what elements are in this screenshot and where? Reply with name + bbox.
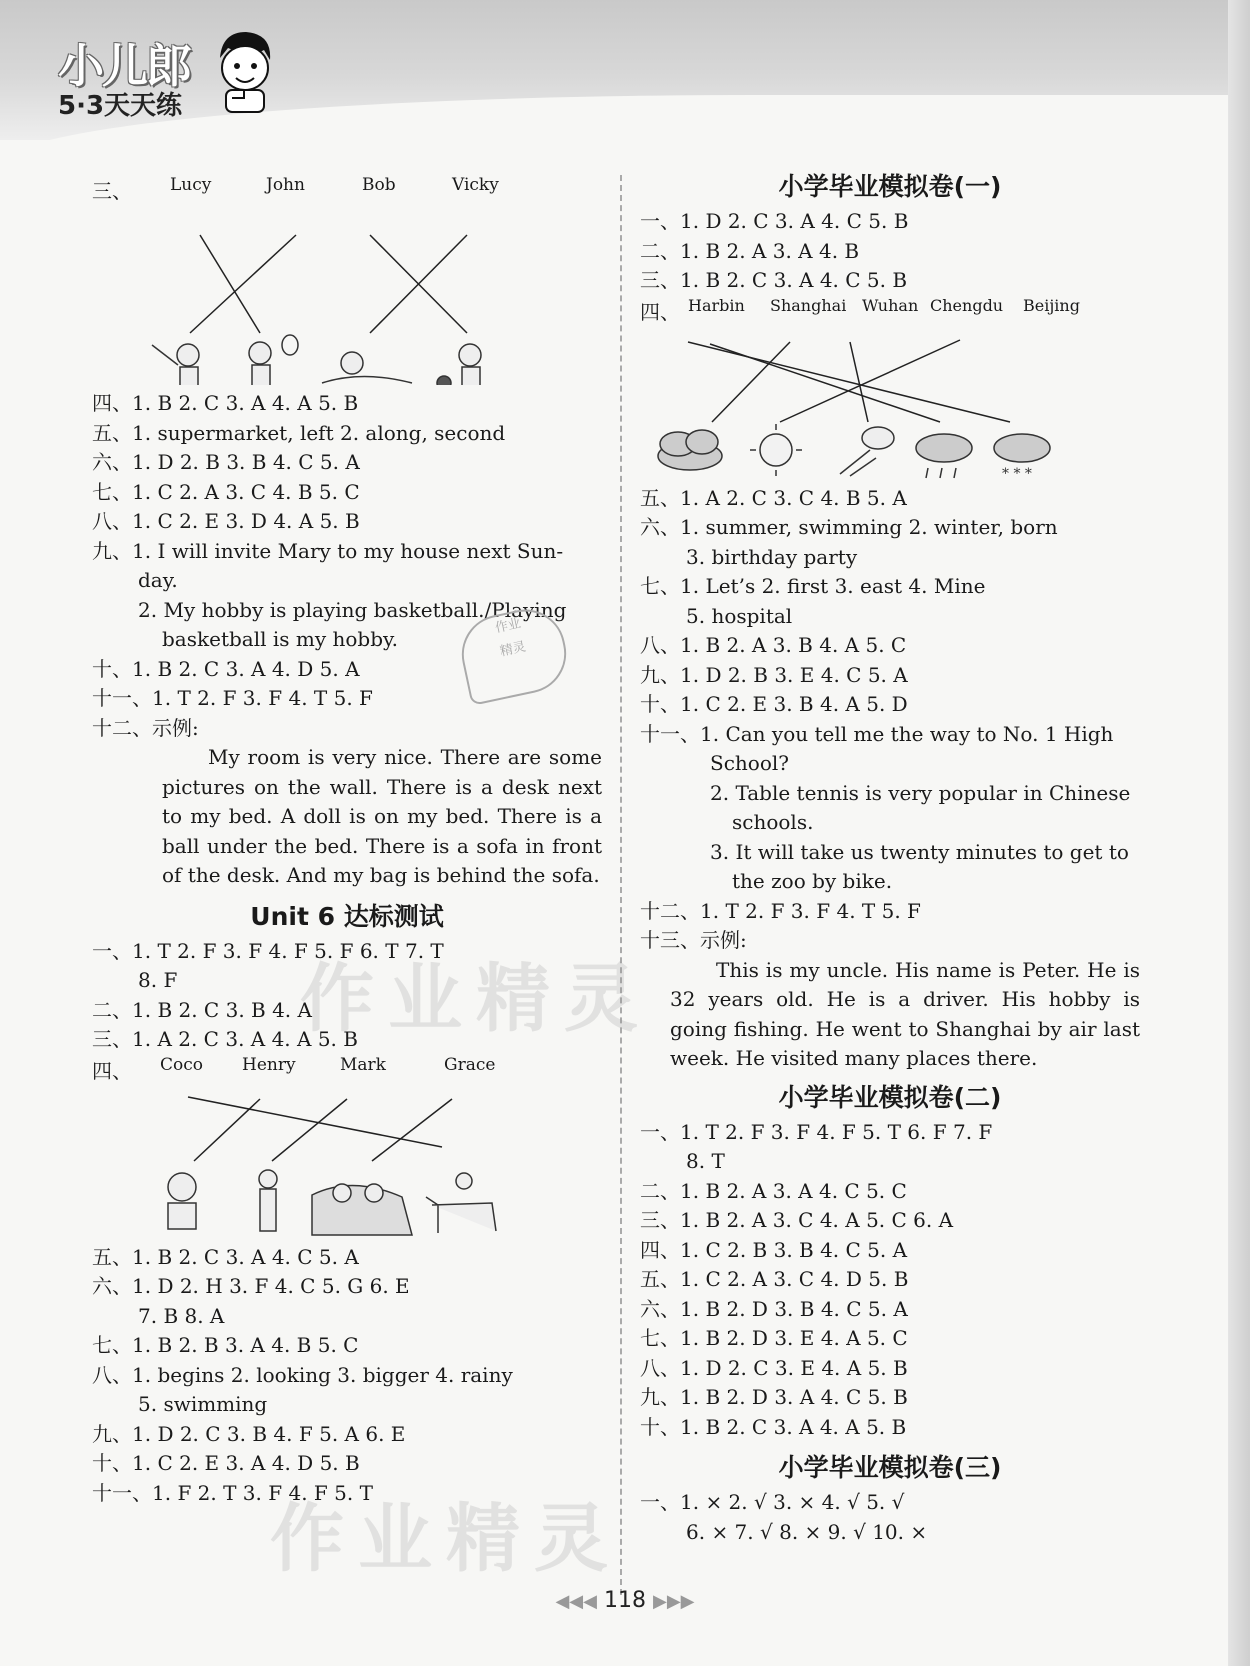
cloudy-icon <box>658 430 722 470</box>
sample-essay: My room is very nice. There are some pictures on the wall. There is a desk next to my bed. A doll is on my bed. There is a ball under the bed. There is a sofa in front of the desk. And my bag is behind the sofa. <box>162 745 602 887</box>
answer-line: 6. × 7. √ 8. × 9. √ 10. × <box>686 1519 928 1544</box>
svg-text:* * *: * * * <box>1002 465 1032 482</box>
baseball-kid-icon <box>152 344 199 385</box>
answer-line: 八、1. D 2. C 3. E 4. A 5. B <box>640 1355 908 1380</box>
name-label: Henry <box>242 1054 296 1075</box>
answer-line: 七、1. C 2. A 3. C 4. B 5. C <box>92 479 360 504</box>
city-label: Chengdu <box>930 295 1004 315</box>
page-edge-band <box>1228 0 1250 1666</box>
answer-line: 八、1. begins 2. looking 3. bigger 4. rainy <box>92 1362 513 1387</box>
matching-lines-figure <box>92 205 602 385</box>
page-number <box>0 1588 1250 1613</box>
answer-line: 2. My hobby is playing basketball./Playing <box>138 597 567 622</box>
answer-line: 四、1. C 2. B 3. B 4. C 5. A <box>640 1237 908 1262</box>
answer-line: 8. F <box>138 968 178 992</box>
answer-line: 2. Table tennis is very popular in Chinese <box>710 780 1131 805</box>
stamp-text: 作业 <box>493 616 523 637</box>
answer-line: 3. birthday party <box>686 544 858 569</box>
answer-line: School? <box>710 751 789 775</box>
answer-line: day. <box>138 568 178 592</box>
horse-rider-icon <box>426 1173 496 1233</box>
tennis-girl-icon <box>249 335 298 385</box>
answer-line: 六、1. D 2. B 3. B 4. C 5. A <box>92 450 360 474</box>
name-label: Lucy <box>170 175 212 195</box>
matching-picture-weather <box>640 326 1140 484</box>
rainy-icon <box>916 434 972 478</box>
matching-names-row <box>92 1055 602 1085</box>
page-number-value: 118 <box>604 1588 646 1613</box>
matching-picture-people <box>92 1085 602 1243</box>
answer-line: 五、1. supermarket, left 2. along, second <box>92 420 506 445</box>
snowy-icon <box>994 434 1050 482</box>
answer-line: the zoo by bike. <box>732 869 893 893</box>
name-label: Vicky <box>452 175 499 195</box>
answer-line: 十、1. C 2. E 3. A 4. D 5. B <box>92 1451 360 1475</box>
windy-icon <box>840 427 894 476</box>
answer-line: 六、1. B 2. D 3. B 4. C 5. A <box>640 1296 908 1321</box>
answer-line: 七、1. B 2. B 3. A 4. B 5. C <box>92 1333 359 1357</box>
sunny-icon <box>750 424 802 476</box>
answer-line: 3. It will take us twenty minutes to get to <box>710 839 1129 864</box>
column-divider <box>620 175 622 1595</box>
answer-line: schools. <box>732 810 814 834</box>
answer-line: 8. T <box>686 1149 725 1173</box>
answer-line: 一、1. D 2. C 3. A 4. C 5. B <box>640 209 909 233</box>
answer-line: 7. B 8. A <box>138 1303 225 1328</box>
answer-line: 二、1. B 2. A 3. A 4. C 5. C <box>640 1178 907 1203</box>
name-label: Coco <box>160 1054 203 1075</box>
question-number: 四、 <box>640 299 680 324</box>
answer-line: 五、1. C 2. A 3. C 4. D 5. B <box>640 1267 909 1291</box>
matching-lines-figure <box>92 1085 602 1243</box>
answer-line: 五、1. B 2. C 3. A 4. C 5. A <box>92 1244 359 1269</box>
answer-line: 十二、示例: <box>92 715 199 740</box>
answer-line: 5. swimming <box>138 1392 268 1416</box>
city-label: Beijing <box>1023 295 1080 315</box>
matching-lines-figure <box>640 326 1140 484</box>
section-title-mock1: 小学毕业模拟卷(一) <box>778 172 1002 201</box>
city-label: Shanghai <box>770 295 847 315</box>
answer-line: 十二、1. T 2. F 3. F 4. T 5. F <box>640 898 921 923</box>
answer-line: 十、1. C 2. E 3. B 4. A 5. D <box>640 692 908 716</box>
answer-line: 五、1. A 2. C 3. C 4. B 5. A <box>640 485 907 510</box>
answer-line: 六、1. D 2. H 3. F 4. C 5. G 6. E <box>92 1274 410 1298</box>
name-label: Bob <box>362 175 396 195</box>
answer-line: 六、1. summer, swimming 2. winter, born <box>640 515 1058 539</box>
answer-line: 二、1. B 2. A 3. A 4. B <box>640 238 860 263</box>
hiking-girls-icon <box>312 1184 412 1235</box>
answer-line: 一、1. × 2. √ 3. × 4. √ 5. √ <box>640 1490 905 1514</box>
answer-line: 十、1. B 2. C 3. A 4. D 5. A <box>92 656 360 681</box>
answer-line: 七、1. B 2. D 3. E 4. A 5. C <box>640 1326 908 1350</box>
question-number: 四、 <box>92 1058 132 1083</box>
answer-line: 二、1. B 2. C 3. B 4. A <box>92 997 312 1022</box>
answer-line: 三、1. B 2. C 3. A 4. C 5. B <box>640 268 908 292</box>
section-title-mock2: 小学毕业模拟卷(二) <box>778 1082 1002 1112</box>
city-label: Wuhan <box>862 295 919 315</box>
name-label: Grace <box>444 1054 496 1075</box>
answer-line: 九、1. D 2. C 3. B 4. F 5. A 6. E <box>92 1421 406 1446</box>
matching-cities-row <box>640 296 1140 326</box>
left-arrows-icon: ◀◀◀ <box>555 1591 597 1612</box>
answer-line: 四、1. B 2. C 3. A 4. A 5. B <box>92 391 359 415</box>
answer-line: 十一、1. F 2. T 3. F 4. F 5. T <box>92 1480 373 1505</box>
watermark-text: 作业精灵 <box>270 1496 622 1582</box>
answer-line: 九、1. D 2. B 3. E 4. C 5. A <box>640 662 908 687</box>
football-kid-icon <box>437 344 481 385</box>
swimming-kid-icon <box>322 352 412 383</box>
city-label: Harbin <box>688 295 745 315</box>
answer-line: basketball is my hobby. <box>162 627 399 651</box>
sick-boy-icon <box>168 1173 196 1229</box>
matching-names-row <box>92 175 602 205</box>
answer-line: 十一、1. T 2. F 3. F 4. T 5. F <box>92 686 373 710</box>
answer-line: 十、1. B 2. C 3. A 4. A 5. B <box>640 1414 907 1439</box>
section-title-unit6: Unit 6 达标测试 <box>250 901 444 931</box>
answer-line: 一、1. T 2. F 3. F 4. F 5. T 6. F 7. F <box>640 1119 993 1144</box>
answer-line: 5. hospital <box>686 603 793 628</box>
question-number: 三、 <box>92 179 132 203</box>
answer-line: 十三、示例: <box>640 928 747 952</box>
name-label: Mark <box>340 1054 386 1075</box>
answer-line: 九、1. B 2. D 3. A 4. C 5. B <box>640 1385 908 1409</box>
mascot-boy-icon <box>212 28 278 114</box>
answer-line: 九、1. I will invite Mary to my house next Sun- <box>92 538 564 563</box>
answer-line: 一、1. T 2. F 3. F 4. F 5. F 6. T 7. T <box>92 938 444 963</box>
left-column <box>92 175 602 1508</box>
answer-line: 三、1. A 2. C 3. A 4. A 5. B <box>92 1027 358 1051</box>
name-label: John <box>266 175 305 195</box>
answer-line: 三、1. B 2. A 3. C 4. A 5. C 6. A <box>640 1208 954 1232</box>
brand-logo: 小儿郎 <box>58 39 190 93</box>
watermark-text: 作业精灵 <box>300 956 652 1042</box>
standing-man-icon <box>259 1170 277 1231</box>
answer-line: 七、1. Let’s 2. first 3. east 4. Mine <box>640 574 986 598</box>
stamp-text: 精灵 <box>498 639 528 660</box>
section-title-mock3: 小学毕业模拟卷(三) <box>778 1453 1002 1482</box>
answer-line: 十一、1. Can you tell me the way to No. 1 High <box>640 721 1114 746</box>
answer-line: 八、1. C 2. E 3. D 4. A 5. B <box>92 509 360 533</box>
right-column <box>640 172 1140 1547</box>
matching-picture-sports <box>92 205 602 385</box>
right-arrows-icon: ▶▶▶ <box>653 1591 695 1612</box>
brand-subtitle: 5·3天天练 <box>58 91 183 121</box>
sample-essay: This is my uncle. His name is Peter. He is 32 years old. He is a driver. His hobby is going fishing. He went to Shanghai by air last week. He visited many places there. <box>670 957 1140 1070</box>
answer-line: 八、1. B 2. A 3. B 4. A 5. C <box>640 633 907 657</box>
